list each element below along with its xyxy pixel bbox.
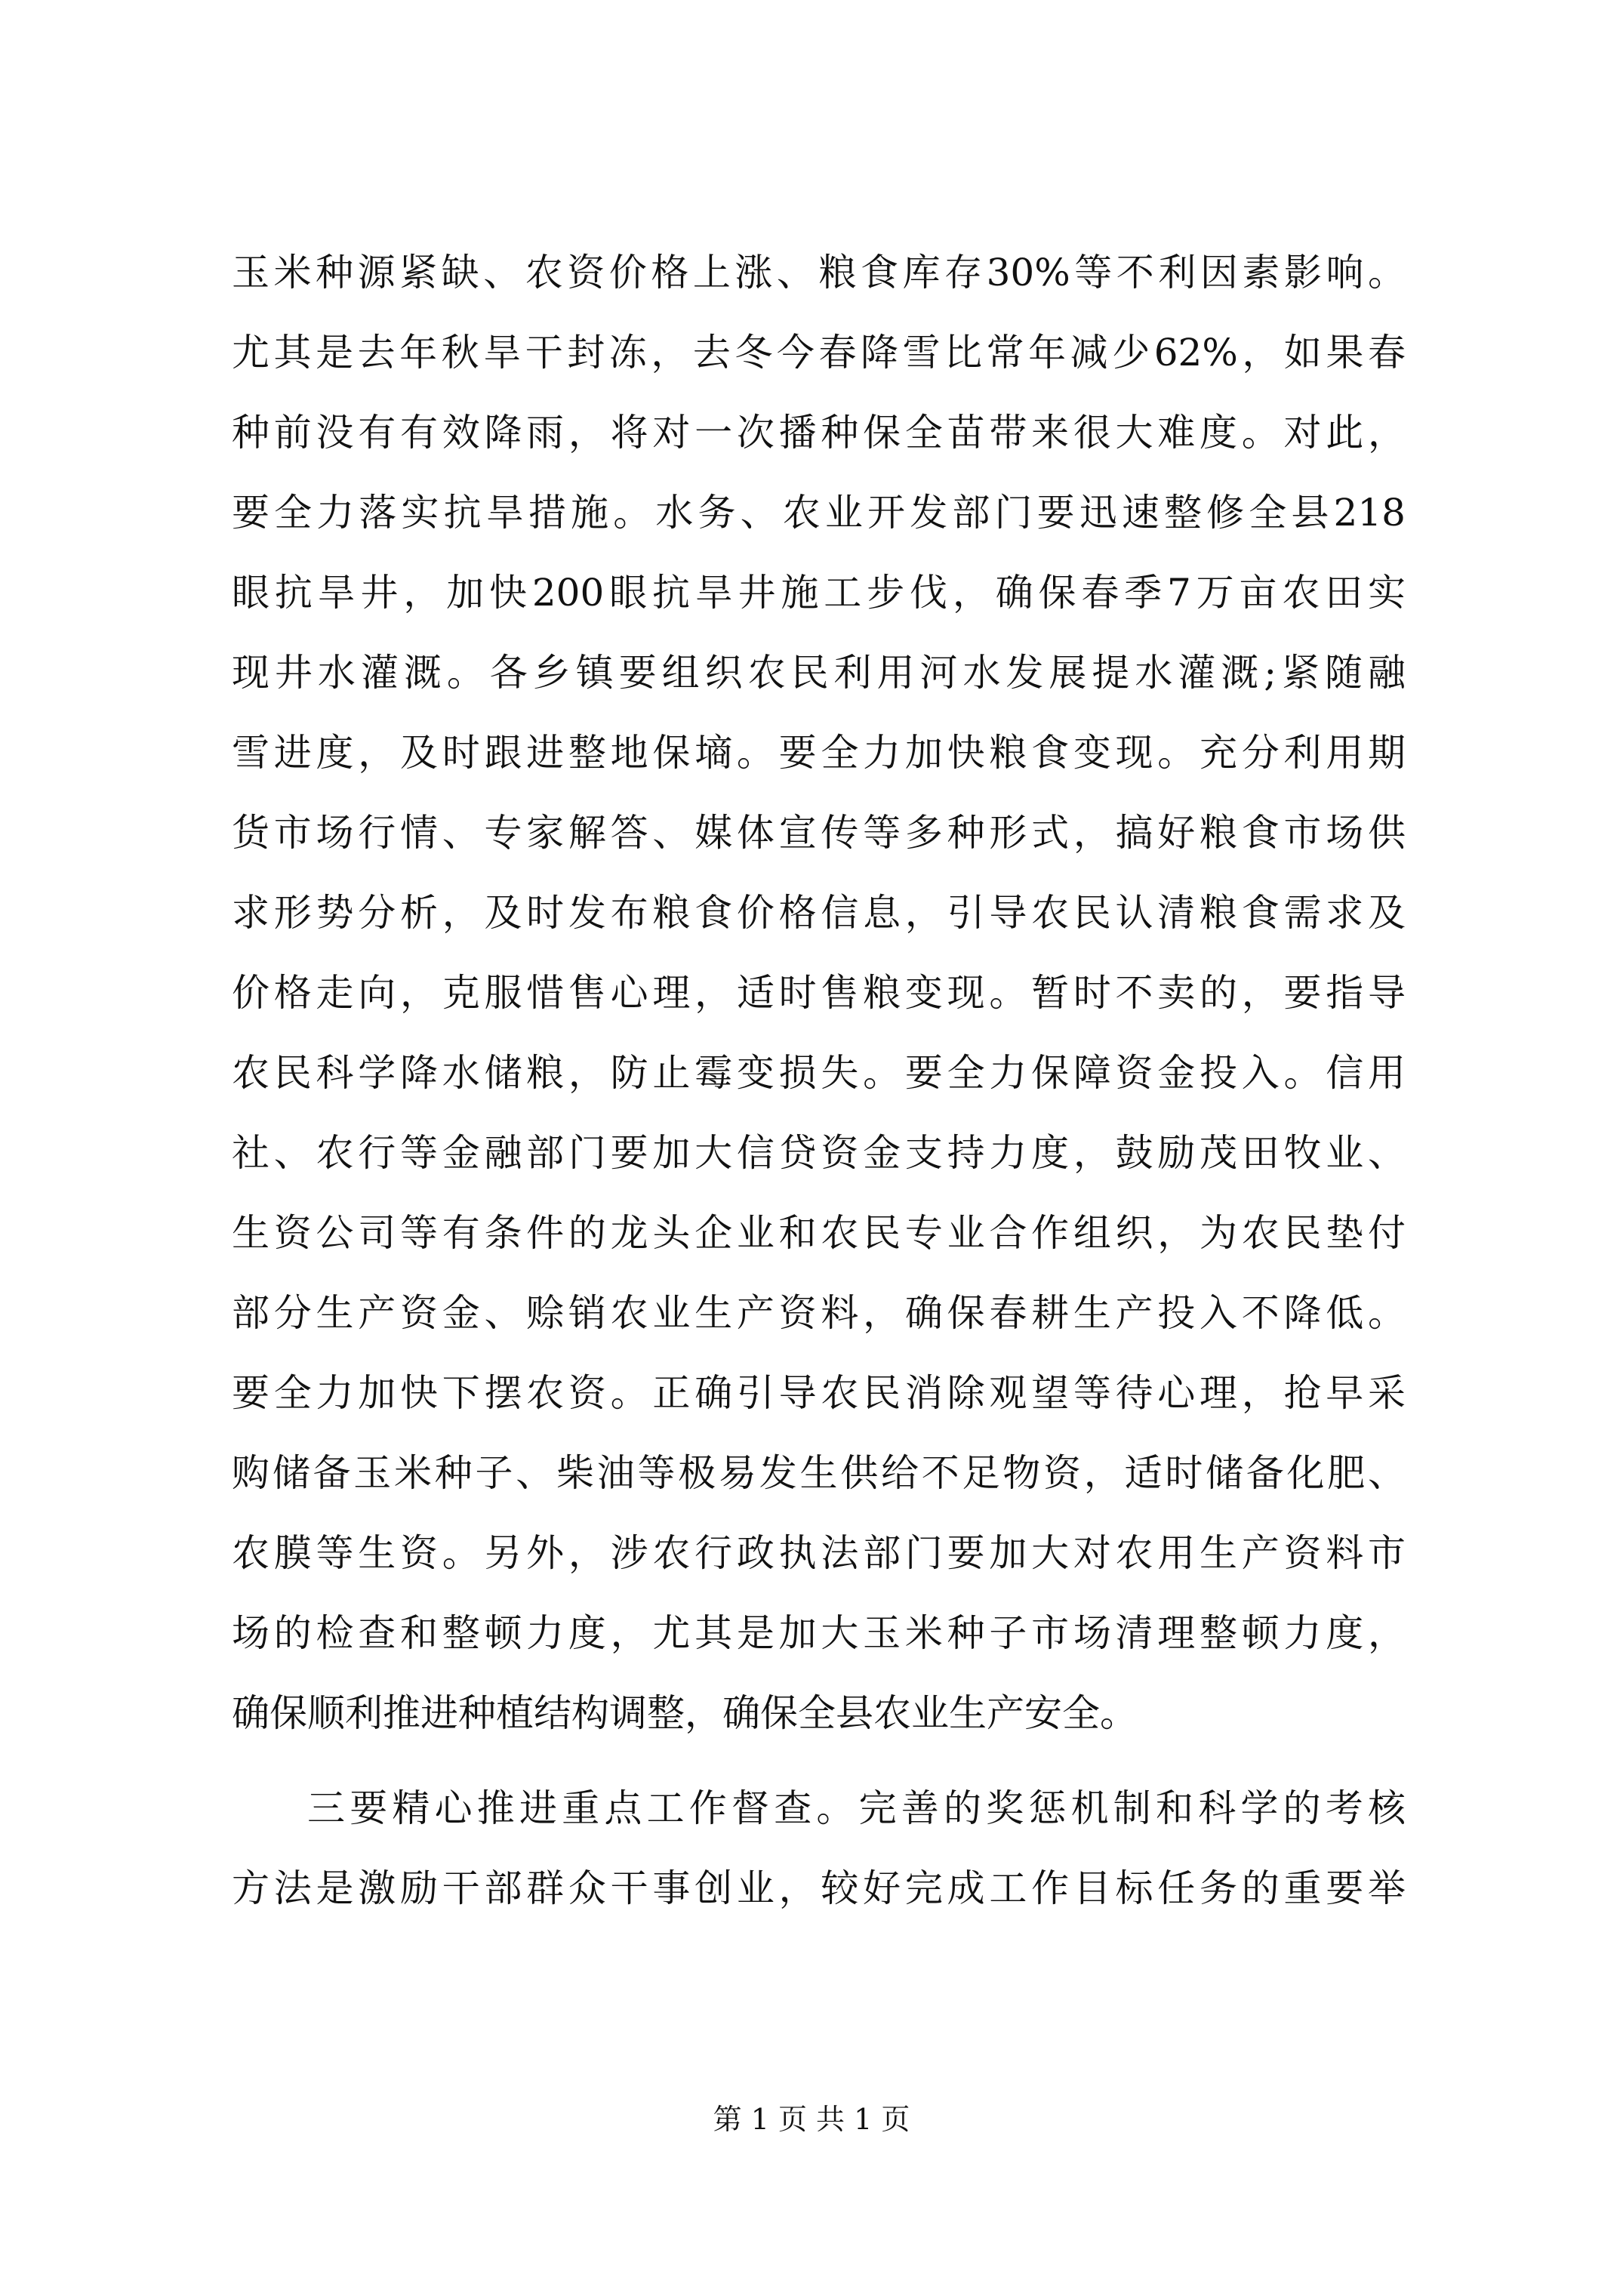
body-line: 种前没有有效降雨，将对一次播种保全苗带来很大难度。对此， (232, 411, 1406, 455)
paragraph-gap (232, 1753, 1406, 1768)
body-line: 确保顺利推进种植结构调整，确保全县农业生产安全。 (232, 1691, 1138, 1735)
body-line: 货市场行情、专家解答、媒体宣传等多种形式，搞好粮食市场供 (232, 811, 1406, 855)
body-line: 雪进度，及时跟进整地保墒。要全力加快粮食变现。充分利用期 (232, 731, 1406, 775)
body-line: 三要精心推进重点工作督查。完善的奖惩机制和科学的考核 (307, 1786, 1406, 1830)
body-line: 部分生产资金、赊销农业生产资料，确保春耕生产投入不降低。 (232, 1291, 1406, 1335)
body-line: 购储备玉米种子、柴油等极易发生供给不足物资，适时储备化肥、 (232, 1451, 1406, 1495)
body-line: 尤其是去年秋旱干封冻，去冬今春降雪比常年减少62%，如果春 (232, 331, 1406, 374)
body-line: 场的检查和整顿力度，尤其是加大玉米种子市场清理整顿力度， (232, 1611, 1406, 1655)
page-footer (0, 2100, 1623, 2138)
body-line: 社、农行等金融部门要加大信贷资金支持力度，鼓励茂田牧业、 (232, 1131, 1406, 1175)
body-line: 农民科学降水储粮，防止霉变损失。要全力保障资金投入。信用 (232, 1051, 1406, 1095)
page-number-label: 第 1 页 共 1 页 (713, 2103, 910, 2136)
body-line: 求形势分析，及时发布粮食价格信息，引导农民认清粮食需求及 (232, 891, 1406, 935)
document-body (232, 233, 1406, 1928)
body-line: 要全力加快下摆农资。正确引导农民消除观望等待心理，抢早采 (232, 1371, 1406, 1415)
body-line: 现井水灌溉。各乡镇要组织农民利用河水发展提水灌溉;紧随融 (232, 651, 1406, 695)
body-line: 价格走向，克服惜售心理，适时售粮变现。暂时不卖的，要指导 (232, 971, 1406, 1015)
body-line: 生资公司等有条件的龙头企业和农民专业合作组织，为农民垫付 (232, 1211, 1406, 1255)
body-line: 玉米种源紧缺、农资价格上涨、粮食库存30%等不利因素影响。 (232, 251, 1406, 294)
body-line: 要全力落实抗旱措施。水务、农业开发部门要迅速整修全县218 (232, 491, 1406, 535)
body-line: 眼抗旱井，加快200眼抗旱井施工步伐，确保春季7万亩农田实 (232, 571, 1406, 615)
body-line: 农膜等生资。另外，涉农行政执法部门要加大对农用生产资料市 (232, 1531, 1406, 1575)
body-line: 方法是激励干部群众干事创业，较好完成工作目标任务的重要举 (232, 1866, 1406, 1910)
